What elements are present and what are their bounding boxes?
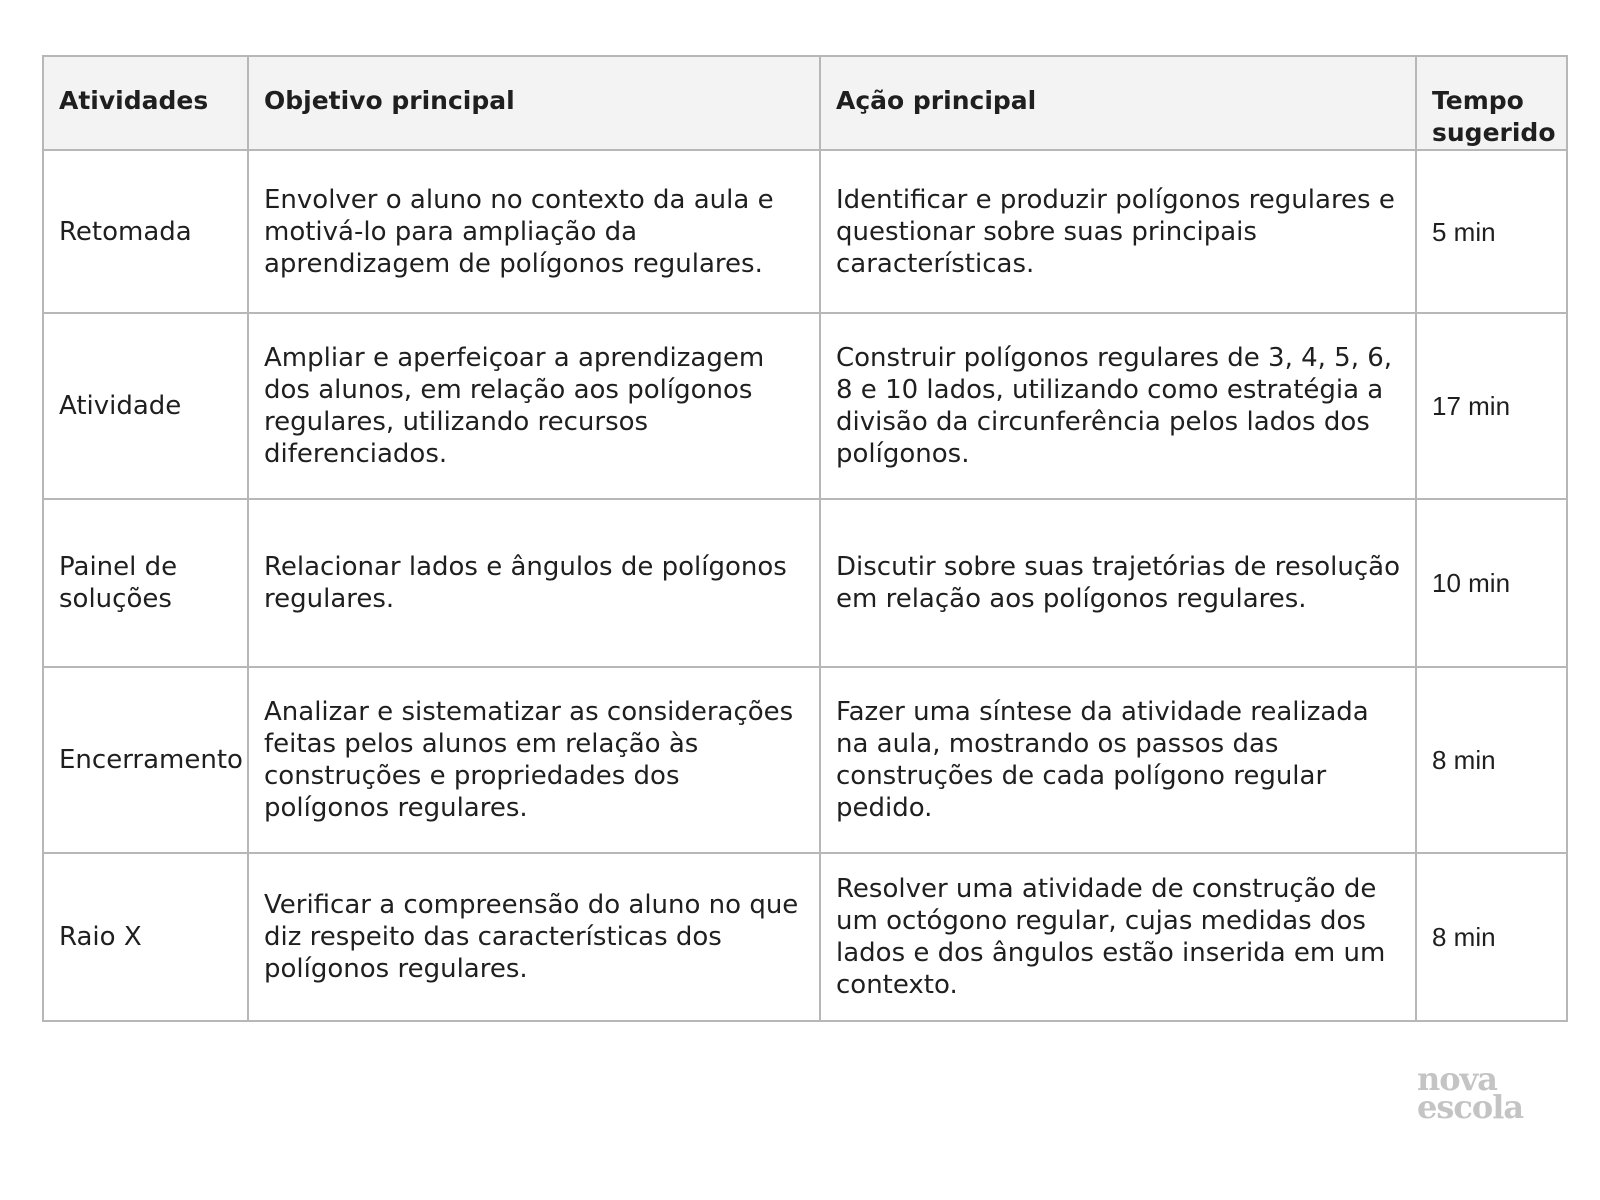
table-row xyxy=(43,853,1567,1021)
cell-objetivo: Relacionar lados e ângulos de polígonos regulares. xyxy=(248,499,820,667)
cell-objetivo: Ampliar e aperfeiçoar a aprendizagem dos alunos, em relação aos polígonos regulares, utilizando recursos diferenciados. xyxy=(248,313,820,499)
cell-acao: Discutir sobre suas trajetórias de resolução em relação aos polígonos regulares. xyxy=(820,499,1416,667)
cell-tempo: 8 min xyxy=(1416,853,1567,1021)
header-acao: Ação principal xyxy=(820,56,1416,150)
table-row xyxy=(43,150,1567,313)
table-row xyxy=(43,667,1567,853)
cell-tempo: 8 min xyxy=(1416,667,1567,853)
lesson-plan-sheet xyxy=(42,55,1566,1022)
table-header xyxy=(43,56,1567,150)
cell-acao: Identificar e produzir polígonos regulares e questionar sobre suas principais características. xyxy=(820,150,1416,313)
table-row xyxy=(43,313,1567,499)
cell-acao: Resolver uma atividade de construção de um octógono regular, cujas medidas dos lados e dos ângulos estão inserida em um contexto. xyxy=(820,853,1416,1021)
lesson-plan-table xyxy=(42,55,1568,1022)
table-row xyxy=(43,499,1567,667)
cell-objetivo: Envolver o aluno no contexto da aula e motivá-lo para ampliação da aprendizagem de polígonos regulares. xyxy=(248,150,820,313)
header-row xyxy=(43,56,1567,150)
header-atividades: Atividades xyxy=(43,56,248,150)
cell-atividade: Retomada xyxy=(43,150,248,313)
cell-objetivo: Verificar a compreensão do aluno no que diz respeito das características dos polígonos regulares. xyxy=(248,853,820,1021)
cell-atividade: Atividade xyxy=(43,313,248,499)
cell-acao: Fazer uma síntese da atividade realizada na aula, mostrando os passos das construções de cada polígono regular pedido. xyxy=(820,667,1416,853)
cell-acao: Construir polígonos regulares de 3, 4, 5, 6, 8 e 10 lados, utilizando como estratégia a divisão da circunferência pelos lados dos polígonos. xyxy=(820,313,1416,499)
cell-atividade: Raio X xyxy=(43,853,248,1021)
cell-tempo: 5 min xyxy=(1416,150,1567,313)
header-tempo: Tempo sugerido xyxy=(1416,56,1567,150)
logo-line-2: escola xyxy=(1417,1088,1524,1126)
header-objetivo: Objetivo principal xyxy=(248,56,820,150)
cell-tempo: 17 min xyxy=(1416,313,1567,499)
cell-atividade: Painel de soluções xyxy=(43,499,248,667)
cell-atividade: Encerramento xyxy=(43,667,248,853)
cell-objetivo: Analizar e sistematizar as considerações feitas pelos alunos em relação às construções e propriedades dos polígonos regulares. xyxy=(248,667,820,853)
cell-tempo: 10 min xyxy=(1416,499,1567,667)
nova-escola-logo xyxy=(1417,1060,1524,1126)
logo-line-1: nova xyxy=(1417,1060,1497,1098)
table-body xyxy=(43,150,1567,1021)
